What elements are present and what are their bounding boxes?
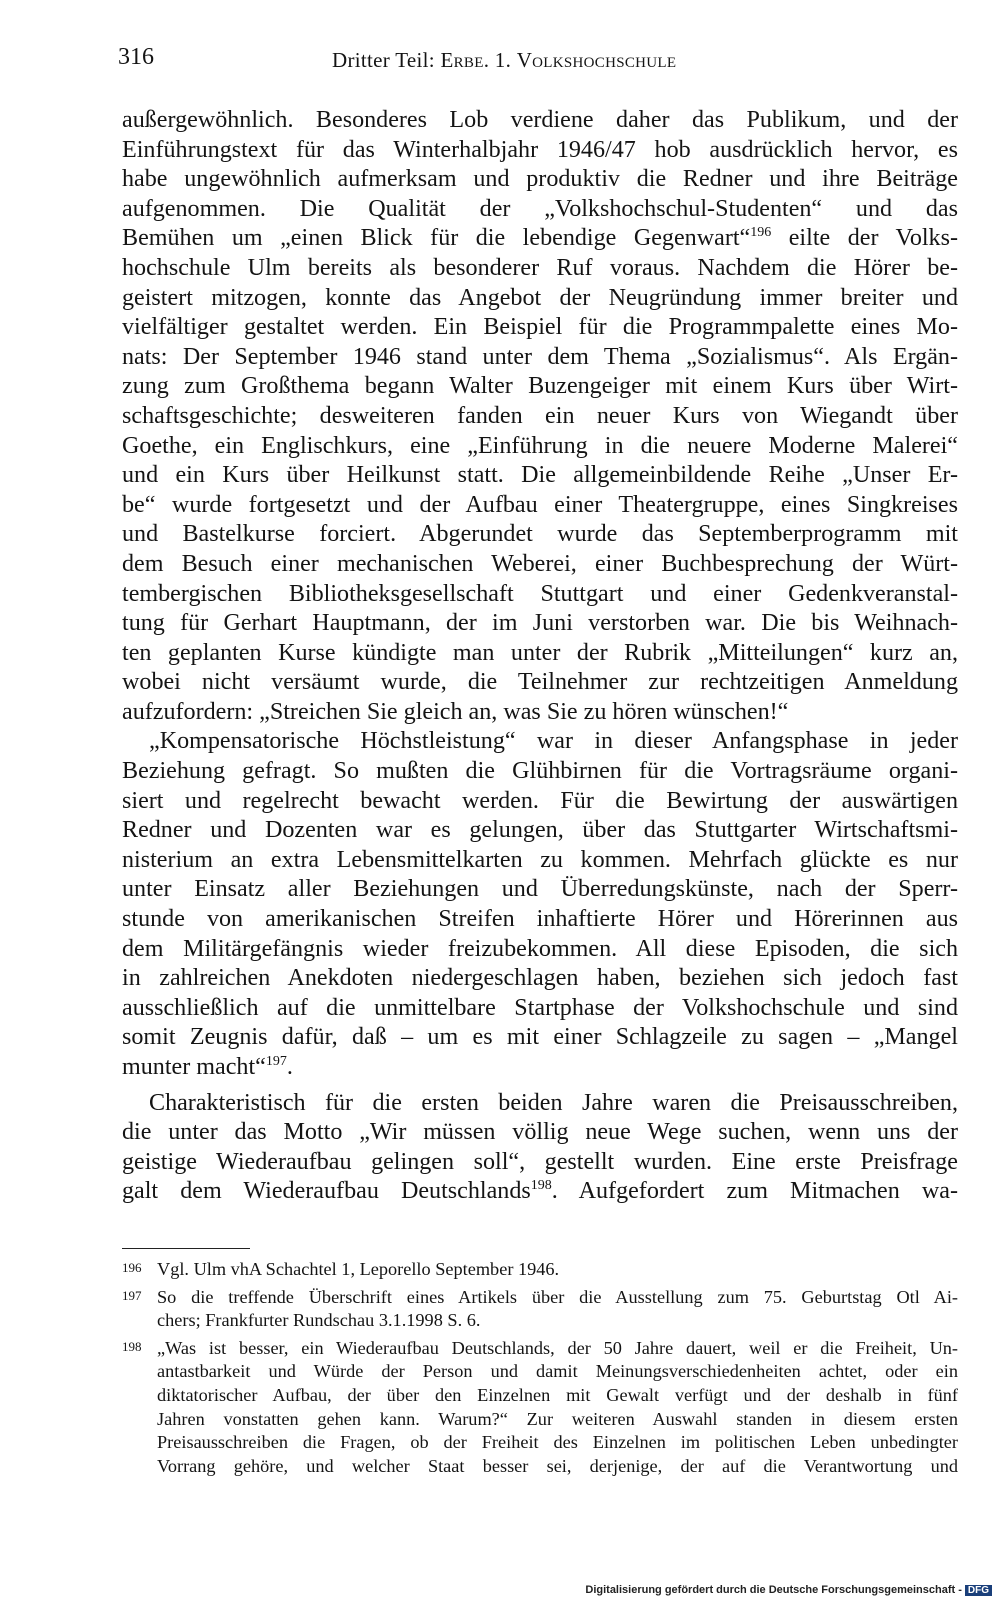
body-line: geistige Wiederaufbau gelingen soll“, gestellt wurden. Eine erste Preisfrage (122, 1148, 958, 1175)
footnote-line: Preisausschreiben die Fragen, ob der Freiheit des Einzelnen im politischen Leben unbedingter (157, 1432, 958, 1453)
body-line: dem Besuch einer mechanischen Weberei, einer Buchbesprechung der Würt- (122, 550, 958, 577)
line-text: galt dem Wiederaufbau Deutschlands (122, 1178, 531, 1205)
digitization-credit (585, 1584, 992, 1596)
footnote-ref-196: 196 (750, 225, 772, 241)
footnote-rule (122, 1248, 250, 1249)
body-line: Einführungstext für das Winterhalbjahr 1946/47 hob ausdrücklich hervor, es (122, 136, 958, 163)
footnote-line: Jahren vonstatten gehen kann. Warum?“ Zur weiteren Auswahl standen in diesem ersten (157, 1408, 958, 1429)
body-line: aufgenommen. Die Qualität der „Volkshochschul-Studenten“ und das (122, 195, 958, 222)
footnote-number: 198 (122, 1338, 142, 1354)
body-line: dem Militärgefängnis wieder freizubekommen. All diese Episoden, die sich (122, 935, 958, 962)
body-line: tembergischen Bibliotheksgesellschaft Stuttgart und einer Gedenkveranstal- (122, 580, 958, 607)
running-head-section: Volkshochschule (516, 48, 677, 72)
body-line: geistert mitzogen, konnte das Angebot der Neugründung immer breiter und (122, 284, 958, 311)
body-line: und Bastelkurse forciert. Abgerundet wurde das Septemberprogramm mit (122, 521, 958, 548)
body-line: in zahlreichen Anekdoten niedergeschlagen haben, beziehen sich jedoch fast (122, 965, 958, 992)
footnote-line: antastbarkeit und Würde der Person und damit Meinungsverschiedenheiten achtet, oder ein (157, 1361, 958, 1382)
footnote-198 (122, 1337, 958, 1479)
body-line: ten geplanten Kurse kündigte man unter der Rubrik „Mitteilungen“ kurz an, (122, 639, 958, 666)
footnote-line: chers; Frankfurter Rundschau 3.1.1998 S. 6. (157, 1310, 481, 1331)
body-line: stunde von amerikanischen Streifen inhaftierte Hörer und Hörerinnen aus (122, 906, 958, 933)
body-line: Redner und Dozenten war es gelungen, über das Stuttgarter Wirtschaftsmi- (122, 817, 958, 844)
body-line: vielfältiger gestaltet werden. Ein Beispiel für die Programmpalette eines Mo- (122, 314, 958, 341)
footnote-ref-197: 197 (265, 1054, 287, 1069)
footnote-196 (122, 1258, 958, 1282)
body-line: Charakteristisch für die ersten beiden Jahre waren die Preisausschreiben, (149, 1089, 958, 1116)
running-head (332, 48, 676, 73)
body-line: wobei nicht versäumt wurde, die Teilnehmer zur rechtzeitigen Anmeldung (122, 669, 958, 696)
page-number: 316 (118, 44, 154, 70)
body-line: somit Zeugnis dafür, daß – um es mit einer Schlagzeile zu sagen – „Mangel (122, 1024, 958, 1051)
footnote-number: 196 (122, 1260, 142, 1275)
body-line: nats: Der September 1946 stand unter dem Thema „Sozialismus“. Als Ergän- (122, 343, 958, 370)
body-line: ausschließlich auf die unmittelbare Startphase der Volkshochschule und sind (122, 994, 958, 1021)
body-line (122, 224, 958, 254)
footnotes (122, 1258, 958, 1482)
running-head-prefix: Dritter Teil: (332, 48, 441, 72)
footnote-line: diktatorischer Aufbau, der über den Einzelnen mit Gewalt verfügt und der deshalb in fünf (157, 1384, 958, 1405)
body-line: nisterium an extra Lebensmittelkarten zu kommen. Mehrfach glückte es nur (122, 846, 958, 873)
body-line: und ein Kurs über Heilkunst statt. Die allgemeinbildende Reihe „Unser Er- (122, 462, 958, 489)
dfg-logo: DFG (965, 1585, 992, 1596)
body-line: Beziehung gefragt. So mußten die Glühbirnen für die Vortragsräume organi- (122, 758, 958, 785)
body-line: die unter das Motto „Wir müssen völlig neue Wege suchen, wenn uns der (122, 1119, 958, 1146)
body-line: schaftsgeschichte; desweiteren fanden ein neuer Kurs von Wiegandt über (122, 402, 958, 429)
body-line: galt dem Wiederaufbau Deutschlands$^{198}$. Aufgefordert zum Mitmachen wa- (122, 1178, 958, 1205)
footnote-line: So die treffende Überschrift eines Artikels über die Ausstellung zum 75. Geburtstag Otl Ai- (157, 1286, 958, 1307)
footnote-ref-198: 198 (530, 1178, 552, 1194)
body-line: zung zum Großthema begann Walter Buzengeiger mit einem Kurs über Wirt- (122, 373, 958, 400)
body-line: siert und regelrecht bewacht werden. Für die Bewirtung der auswärtigen (122, 787, 958, 814)
body-line: unter Einsatz aller Beziehungen und Überredungskünste, nach der Sperr- (122, 876, 958, 903)
running-head-part: Erbe (440, 48, 484, 72)
body-line: hochschule Ulm bereits als besonderer Ruf voraus. Nachdem die Hörer be- (122, 254, 958, 281)
body-line: Goethe, ein Englischkurs, eine „Einführung in die neuere Moderne Malerei“ (122, 432, 958, 459)
body-line: aufzufordern: „Streichen Sie gleich an, was Sie zu hören wünschen!“ (122, 698, 789, 725)
credit-text: Digitalisierung gefördert durch die Deutsche Forschungsgemeinschaft - (585, 1584, 962, 1596)
footnote-number: 197 (122, 1287, 142, 1303)
footnote-line: Vgl. Ulm vhA Schachtel 1, Leporello September 1946. (157, 1259, 560, 1279)
body-line: munter macht“$^{197}$. (122, 1054, 293, 1080)
body-line: außergewöhnlich. Besonderes Lob verdiene daher das Publikum, und der (122, 107, 958, 133)
body-line: tung für Gerhart Hauptmann, der im Juni verstorben war. Die bis Weihnach- (122, 610, 958, 637)
body-text (122, 106, 958, 1207)
running-head-separator: . 1. (483, 48, 517, 72)
line-text: munter macht“ (122, 1054, 266, 1080)
footnote-197 (122, 1286, 958, 1333)
line-text: eilte der Volks- (788, 225, 959, 252)
body-line: habe ungewöhnlich aufmerksam und produktiv die Redner und ihre Beiträge (122, 166, 958, 193)
body-line: „Kompensatorische Höchstleistung“ war in dieser Anfangsphase in jeder (149, 728, 958, 755)
line-text: Bemühen um „einen Blick für die lebendige Gegenwart“ (122, 225, 751, 252)
body-line: be“ wurde fortgesetzt und der Aufbau einer Theatergruppe, eines Singkreises (122, 491, 958, 518)
line-text: Aufgefordert zum Mitmachen wa- (578, 1178, 958, 1205)
footnote-line: „Was ist besser, ein Wiederaufbau Deutschlands, der 50 Jahre dauert, weil er die Freiheit, Un- (157, 1337, 958, 1358)
footnote-line: Vorrang gehöre, und welcher Staat besser sei, derjenige, der auf die Verantwortung und (157, 1455, 958, 1476)
